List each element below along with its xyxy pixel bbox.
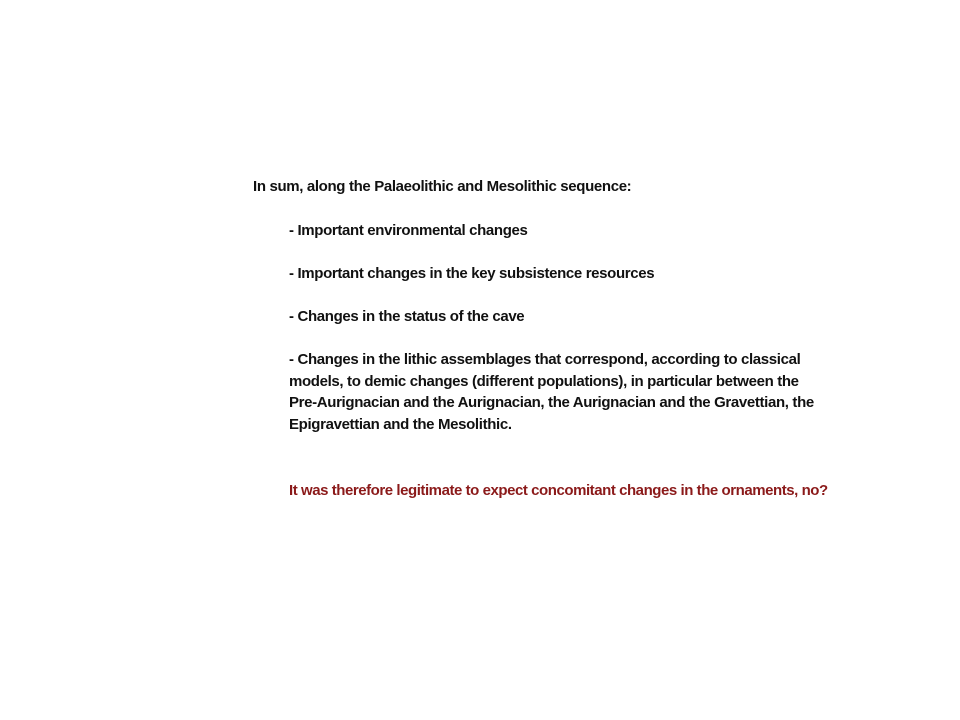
slide-heading: In sum, along the Palaeolithic and Mesolithic sequence:	[253, 178, 632, 195]
bullet-list	[289, 220, 889, 457]
lithic-line-4: Epigravettian and the Mesolithic.	[289, 415, 512, 433]
bullet-subsistence: - Important changes in the key subsistence resources	[289, 265, 655, 282]
lithic-line-3: Pre-Aurignacian and the Aurignacian, the Aurignacian and the Gravettian, the	[289, 394, 814, 411]
bullet-environment: - Important environmental changes	[289, 222, 528, 239]
bullet-lithic-assemblages	[289, 349, 889, 435]
lithic-line-2: models, to demic changes (different populations), in particular between the	[289, 372, 799, 390]
lithic-line-1: - Changes in the lithic assemblages that correspond, according to classical	[289, 351, 801, 368]
conclusion-question: It was therefore legitimate to expect concomitant changes in the ornaments, no?	[289, 482, 828, 499]
bullet-cave-status: - Changes in the status of the cave	[289, 308, 525, 325]
